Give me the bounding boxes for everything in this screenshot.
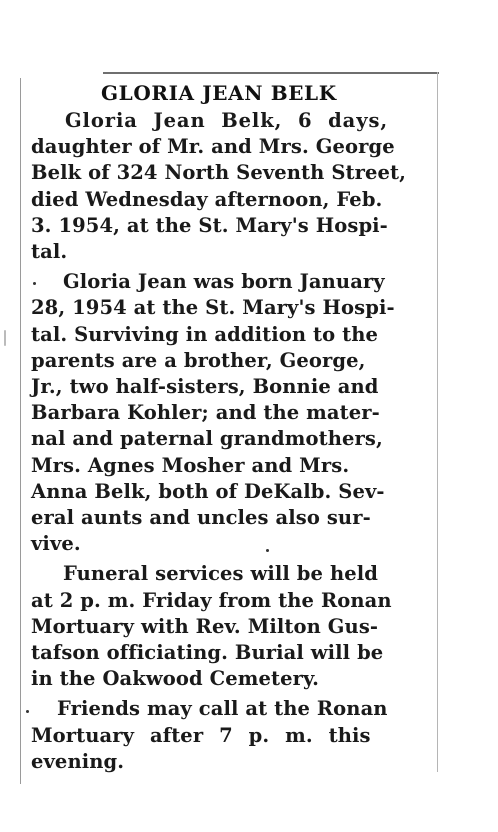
paragraph-birth-survivors bbox=[31, 269, 435, 557]
column-top-rule bbox=[103, 72, 439, 74]
text-line: Mrs. Agnes Mosher and Mrs. bbox=[31, 453, 350, 477]
text-line: Funeral services will be held bbox=[63, 562, 378, 586]
text-line: Mortuary with Rev. Milton Gus- bbox=[31, 614, 379, 638]
text-line: parents are a brother, George, bbox=[31, 348, 366, 372]
column-left-edge bbox=[20, 78, 21, 784]
paragraph-funeral-services bbox=[31, 561, 435, 692]
text-line: at 2 p. m. Friday from the Ronan bbox=[31, 588, 392, 612]
text-line: Gloria Jean was born January bbox=[63, 270, 385, 294]
text-line: Mortuary after 7 p. m. this bbox=[31, 723, 371, 747]
print-speck bbox=[26, 710, 29, 713]
text-line: eral aunts and uncles also sur- bbox=[31, 506, 371, 530]
text-line: 28, 1954 at the St. Mary's Hospi- bbox=[31, 296, 395, 320]
text-line: Friends may call at the Ronan bbox=[57, 697, 388, 721]
text-line: Barbara Kohler; and the mater- bbox=[31, 401, 380, 425]
text-line: evening. bbox=[31, 749, 125, 773]
text-line: Anna Belk, both of DeKalb. Sev- bbox=[31, 479, 385, 503]
text-line: tal. bbox=[31, 240, 68, 264]
text-line: tal. Surviving in addition to the bbox=[31, 322, 379, 346]
paragraph-visitation bbox=[31, 696, 435, 775]
text-line: vive. bbox=[31, 532, 81, 556]
print-speck bbox=[4, 330, 6, 346]
column-right-edge bbox=[437, 72, 438, 772]
text-line: died Wednesday afternoon, Feb. bbox=[31, 187, 383, 211]
obituary-headline: GLORIA JEAN BELK bbox=[101, 81, 337, 105]
text-line: daughter of Mr. and Mrs. George bbox=[31, 135, 395, 159]
text-line: nal and paternal grandmothers, bbox=[31, 427, 383, 451]
print-speck bbox=[33, 282, 36, 285]
text-line: Gloria Jean Belk, 6 days, bbox=[65, 109, 389, 132]
text-line: in the Oakwood Cemetery. bbox=[31, 667, 320, 691]
obituary-column bbox=[31, 80, 435, 775]
print-speck bbox=[266, 549, 269, 552]
text-line: Jr., two half-sisters, Bonnie and bbox=[31, 375, 379, 399]
text-line: Belk of 324 North Seventh Street, bbox=[31, 161, 406, 185]
paragraph-death-notice bbox=[31, 108, 435, 265]
text-line: tafson officiating. Burial will be bbox=[31, 641, 384, 665]
text-line: 3. 1954, at the St. Mary's Hospi- bbox=[31, 213, 388, 237]
